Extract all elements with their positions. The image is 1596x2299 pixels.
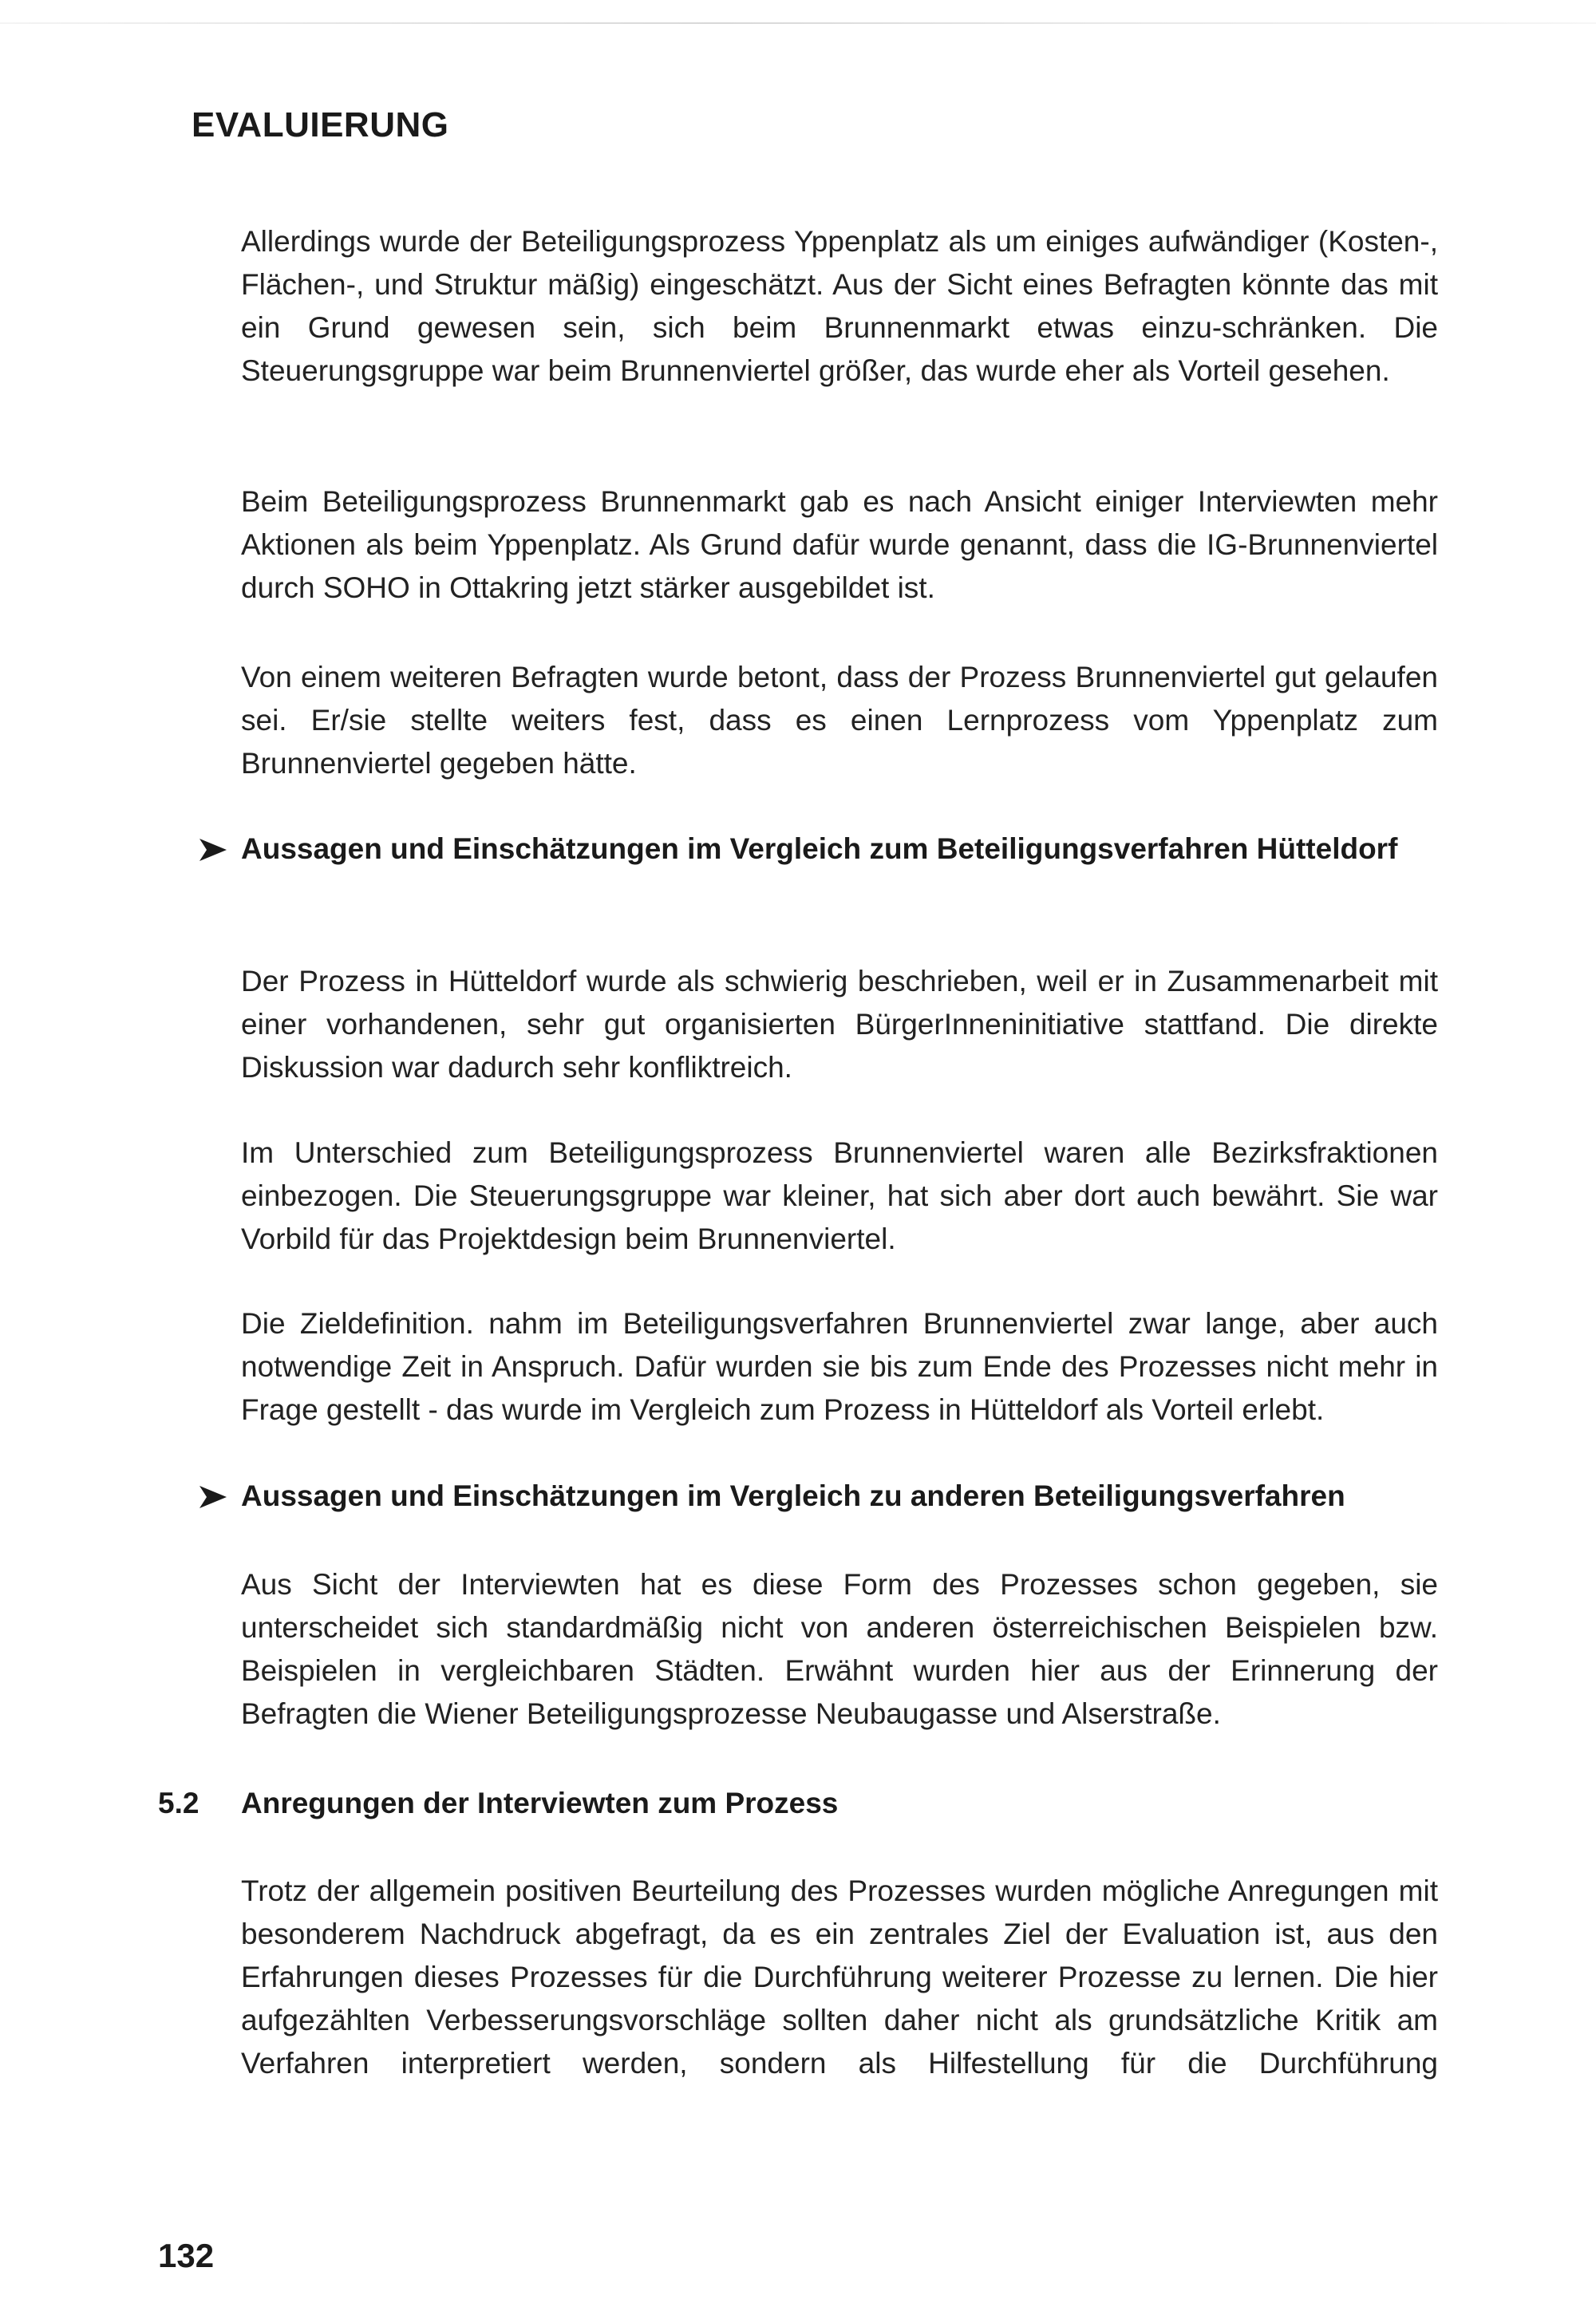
arrowhead-bullet-icon xyxy=(200,1486,227,1508)
paragraph-8: Trotz der allgemein positiven Beurteilung des Prozesses wurden mögliche Anregungen mit besonderem Nachdruck abgefragt, da es ein zentrales Ziel der Evaluation ist, aus den Erfahrungen dieses Prozesses für die Durchführung weiterer Prozesse zu lernen. Die hier aufgezählten Verbesserungsvorschläge sollten daher nicht als grundsätzliche Kritik am Verfahren interpretiert werden, sondern als Hilfestellung für die Durchführung xyxy=(241,1874,1438,2080)
section-number: 5.2 xyxy=(158,1787,200,1819)
paragraph-2: Beim Beteiligungsprozess Brunnenmarkt gab es nach Ansicht einiger Interviewten mehr Aktionen als beim Yppenplatz. Als Grund dafür wurde genannt, dass die IG-Brunnenviertel durch SOHO in Ottakring jetzt stärker ausgebildet ist. xyxy=(241,485,1438,604)
paragraph-5: Im Unterschied zum Beteiligungsprozess Brunnenviertel waren alle Bezirksfraktionen einbezogen. Die Steuerungsgruppe war kleiner, hat sich aber dort auch bewährt. Sie war Vorbild für das Projektdesign beim Brunnenviertel. xyxy=(241,1136,1438,1255)
top-divider xyxy=(0,22,1596,24)
subheading-huetteldorf: Aussagen und Einschätzungen im Vergleich zum Beteiligungsverfahren Hütteldorf xyxy=(241,832,1398,865)
paragraph-3: Von einem weiteren Befragten wurde betont, dass der Prozess Brunnenviertel gut gelaufen sei. Er/sie stellte weiters fest, dass es einen Lernprozess vom Yppenplatz zum Brunnenviertel gegeben hätte. xyxy=(241,661,1438,780)
page-number: 132 xyxy=(158,2237,215,2274)
section-title: Anregungen der Interviewten zum Prozess xyxy=(241,1787,839,1819)
arrowhead-bullet-icon xyxy=(200,839,227,861)
section-header: EVALUIERUNG xyxy=(192,105,449,144)
paragraph-6: Die Zieldefinition. nahm im Beteiligungsverfahren Brunnenviertel zwar lange, aber auch notwendige Zeit in Anspruch. Dafür wurden sie bis zum Ende des Prozesses nicht mehr in Frage gestellt - das wurde im Vergleich zum Prozess in Hütteldorf als Vorteil erlebt. xyxy=(241,1307,1438,1426)
paragraph-7: Aus Sicht der Interviewten hat es diese Form des Prozesses schon gegeben, sie unterscheidet sich standardmäßig nicht von anderen österreichischen Beispielen bzw. Beispielen in vergleichbaren Städten. Erwähnt wurden hier aus der Erinnerung der Befragten die Wiener Beteiligungsprozesse Neubaugasse und Alserstraße. xyxy=(241,1568,1438,1730)
subheading-andere-verfahren: Aussagen und Einschätzungen im Vergleich zu anderen Beteiligungsverfahren xyxy=(241,1479,1345,1512)
paragraph-4: Der Prozess in Hütteldorf wurde als schwierig beschrieben, weil er in Zusammenarbeit mit einer vorhandenen, sehr gut organisierten BürgerInneninitiative stattfand. Die direkte Diskussion war dadurch sehr konfliktreich. xyxy=(241,965,1438,1084)
paragraph-1: Allerdings wurde der Beteiligungsprozess Yppenplatz als um einiges aufwändiger (Kosten-, Flächen-, und Struktur mäßig) eingeschätzt. Aus der Sicht eines Befragten könnte das mit ein Grund gewesen sein, sich beim Brunnenmarkt etwas einzu-schränken. Die Steuerungsgruppe war beim Brunnenviertel größer, das wurde eher als Vorteil gesehen. xyxy=(241,225,1438,387)
